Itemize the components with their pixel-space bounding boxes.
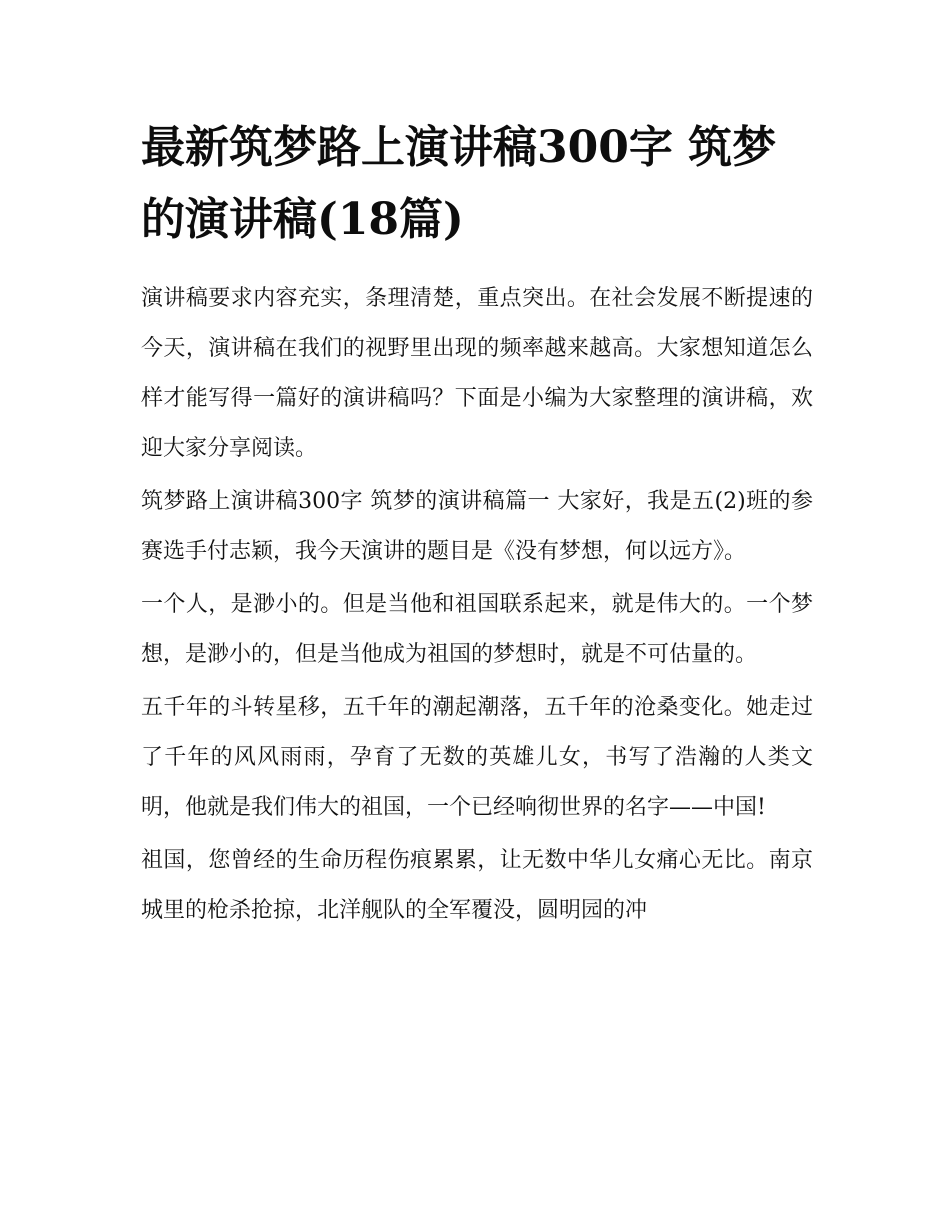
paragraph-person-and-dream: 一个人，是渺小的。但是当他和祖国联系起来，就是伟大的。一个梦想，是渺小的，但是当他成为祖国的梦想时，就是不可估量的。 [141, 592, 813, 667]
paragraph-five-thousand-years: 五千年的斗转星移，五千年的潮起潮落，五千年的沧桑变化。她走过了千年的风风雨雨，孕育了无数的英雄儿女，书写了浩瀚的人类文明，他就是我们伟大的祖国，一个已经响彻世界的名字——中国! [141, 695, 813, 820]
paragraph-motherland-history: 祖国，您曾经的生命历程伤痕累累，让无数中华儿女痛心无比。南京城里的枪杀抢掠，北洋舰队的全军覆没，圆明园的冲 [141, 848, 813, 923]
paragraph-intro: 演讲稿要求内容充实，条理清楚，重点突出。在社会发展不断提速的今天，演讲稿在我们的视野里出现的频率越来越高。大家想知道怎么样才能写得一篇好的演讲稿吗？下面是小编为大家整理的演讲稿，欢迎大家分享阅读。 [141, 286, 813, 461]
paragraph-speech-opening: 筑梦路上演讲稿300字 筑梦的演讲稿篇一 大家好，我是五(2)班的参赛选手付志颖，我今天演讲的题目是《没有梦想，何以远方》。 [141, 489, 813, 564]
document-title: 最新筑梦路上演讲稿300字 筑梦的演讲稿(18篇) [141, 122, 777, 245]
document-body [141, 112, 813, 939]
